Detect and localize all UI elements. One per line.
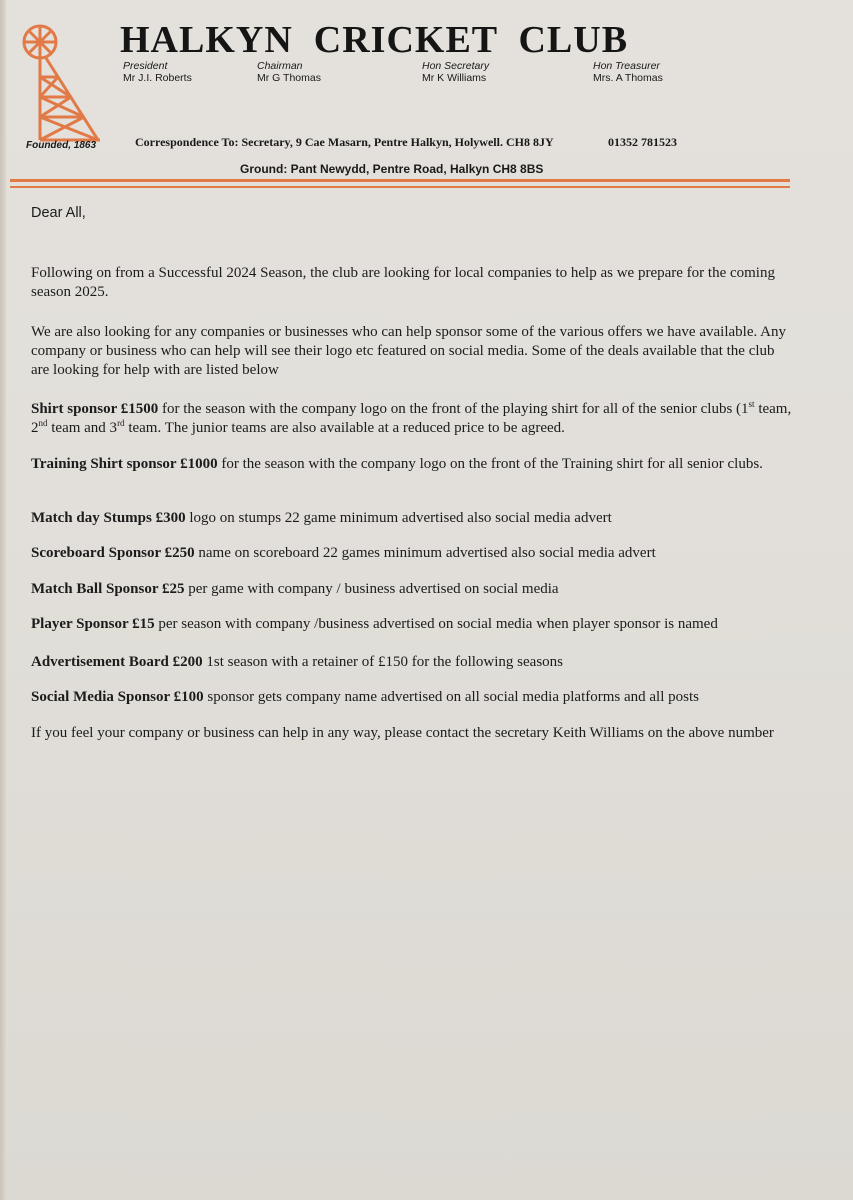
officer-name: Mr G Thomas — [257, 72, 321, 84]
offer-advertisement-board — [31, 653, 796, 672]
ground-address: Ground: Pant Newydd, Pentre Road, Halkyn CH8 8BS — [240, 162, 544, 176]
offer-text: sponsor gets company name advertised on all social media platforms and all posts — [203, 689, 699, 705]
offer-title: Advertisement Board £200 — [31, 654, 203, 670]
officer-chairman — [257, 60, 321, 85]
offer-training-shirt — [31, 455, 796, 474]
phone-number: 01352 781523 — [608, 135, 677, 149]
officer-name: Mr J.I. Roberts — [123, 72, 192, 84]
offer-title: Shirt sponsor £1500 — [31, 401, 159, 417]
intro-paragraph-1: Following on from a Successful 2024 Season, the club are looking for local companies to help as we prepare for the coming season 2025. — [31, 265, 775, 300]
correspondence-line — [135, 135, 695, 150]
page-edge-shadow — [0, 0, 6, 1200]
officer-role: Hon Secretary — [422, 60, 490, 72]
offer-title: Scoreboard Sponsor £250 — [31, 545, 195, 561]
offer-title: Player Sponsor £15 — [31, 616, 155, 632]
offer-text: team. The junior teams are also available at a reduced price to be agreed. — [124, 420, 565, 436]
offer-text: for the season with the company logo on the front of the playing shirt for all of the senior clubs (1 — [158, 401, 749, 417]
pithead-tower-logo-icon — [10, 22, 110, 142]
offer-text: name on scoreboard 22 games minimum advertised also social media advert — [194, 545, 656, 561]
officer-treasurer — [593, 60, 663, 85]
ordinal-suffix: st — [748, 399, 755, 409]
letter-body — [31, 204, 801, 741]
officer-name: Mrs. A Thomas — [593, 72, 663, 84]
offer-player-sponsor — [31, 615, 796, 634]
offer-scoreboard — [31, 544, 796, 563]
offer-title: Match day Stumps £300 — [31, 510, 186, 526]
offer-shirt-sponsor — [31, 400, 796, 438]
officer-name: Mr K Williams — [422, 72, 487, 84]
officer-secretary — [422, 60, 489, 85]
offer-text: per game with company / business advertised on social media — [184, 581, 559, 597]
club-name-heading: HALKYN CRICKET CLUB — [120, 19, 629, 61]
offer-title: Match Ball Sponsor £25 — [31, 581, 185, 597]
offer-social-media — [31, 688, 796, 707]
offer-title: Training Shirt sponsor £1000 — [31, 456, 218, 472]
offer-title: Social Media Sponsor £100 — [31, 689, 204, 705]
founded-year: Founded, 1863 — [26, 140, 97, 151]
correspondence-address: Correspondence To: Secretary, 9 Cae Masarn, Pentre Halkyn, Holywell. CH8 8JY — [135, 135, 554, 149]
offer-match-day-stumps — [31, 509, 796, 528]
ordinal-suffix: rd — [117, 418, 125, 428]
offer-text: 1st season with a retainer of £150 for the following seasons — [202, 654, 563, 670]
officer-role: Chairman — [257, 60, 303, 72]
offer-text: team and 3 — [47, 420, 118, 436]
offer-text: logo on stumps 22 game minimum advertised also social media advert — [185, 510, 612, 526]
offer-text: per season with company /business advertised on social media when player sponsor is named — [154, 616, 718, 632]
intro-paragraph-2: We are also looking for any companies or businesses who can help sponsor some of the various offers we have available. Any company or business who can help will see their logo etc featured on social media. Some of the deals available that the club are looking for help with are listed below — [31, 324, 786, 378]
officer-role: Hon Treasurer — [593, 60, 660, 72]
header-divider-top — [10, 179, 790, 182]
offer-text: team, 2 — [31, 401, 792, 436]
ordinal-suffix: nd — [38, 418, 48, 428]
offer-text: for the season with the company logo on the front of the Training shirt for all senior clubs. — [217, 456, 763, 472]
officer-president — [123, 60, 192, 85]
closing-paragraph: If you feel your company or business can help in any way, please contact the secretary Keith Williams on the above number — [31, 725, 774, 741]
offer-match-ball — [31, 580, 796, 599]
greeting: Dear All, — [31, 205, 86, 221]
header-divider-bottom — [10, 186, 790, 188]
officer-role: President — [123, 60, 168, 72]
